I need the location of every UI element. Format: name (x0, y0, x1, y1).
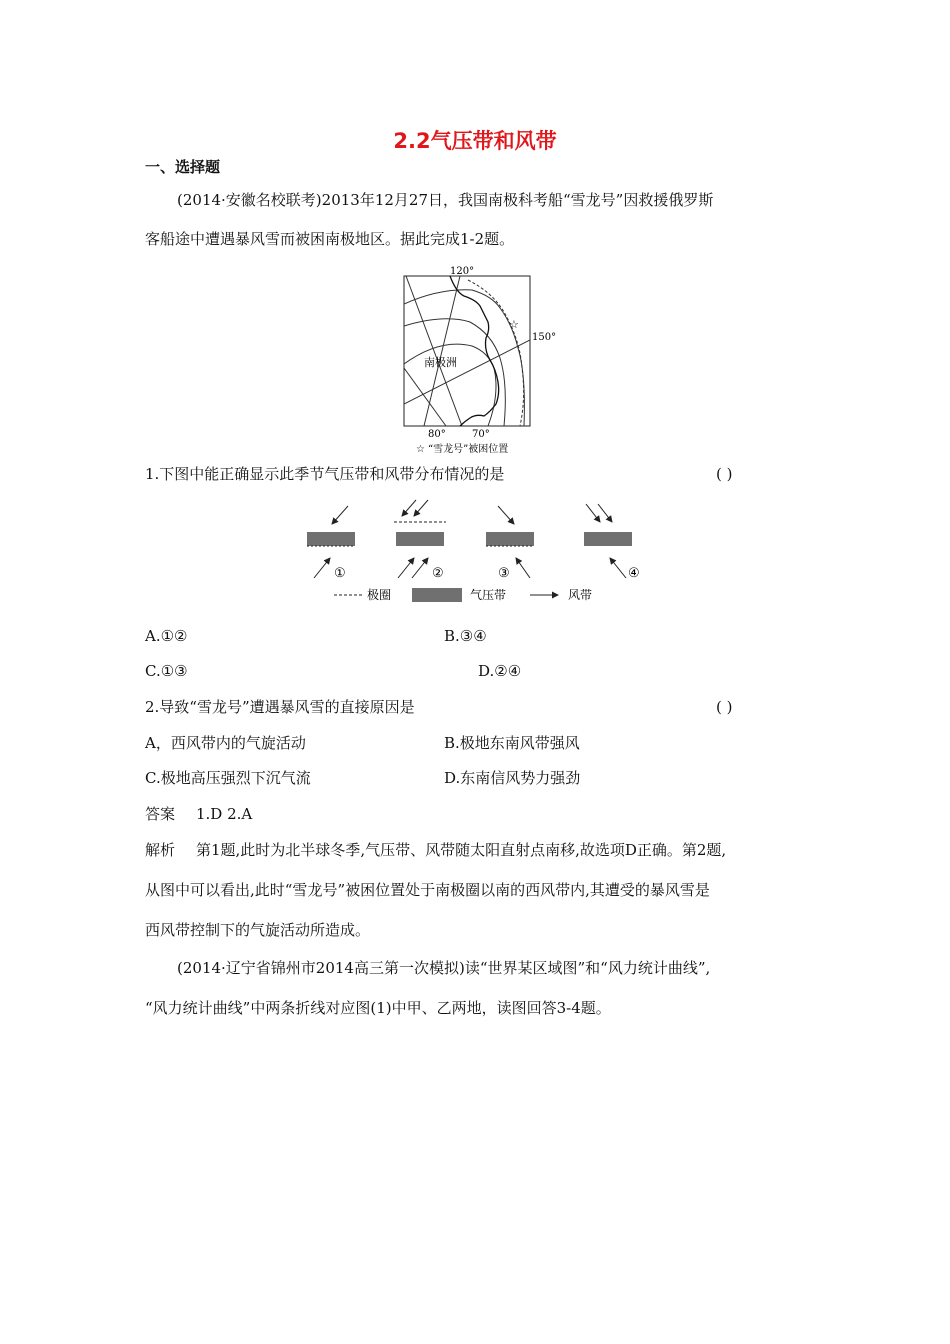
intro-paragraph-1-line-1: (2014·安徽名校联考)2013年12月27日，我国南极科考船“雪龙号”因救援俄罗斯 (177, 191, 714, 209)
answer-text: 1.D 2.A (196, 805, 253, 823)
wind-arrow-3-top (498, 506, 514, 524)
diagram-number-2: ② (432, 566, 444, 581)
wind-arrow-2-bottom-b (412, 558, 428, 578)
legend-wind-belt-label: 风带 (568, 588, 593, 602)
answer-label: 答案 (145, 805, 176, 823)
legend-polar-circle-label: 极圈 (367, 588, 392, 602)
q2-option-a: A，西风带内的气旋活动 (145, 734, 306, 752)
map-frame (404, 276, 530, 426)
q1-option-b: B.③④ (444, 627, 487, 645)
diagram-number-4: ④ (628, 566, 640, 581)
question-2-stem: 2.导致“雪龙号”遭遇暴风雪的直接原因是 (145, 698, 415, 716)
q2-option-c: C.极地高压强烈下沉气流 (145, 769, 311, 787)
intro-paragraph-2-line-2: “风力统计曲线”中两条折线对应图(1)中甲、乙两地，读图回答3-4题。 (145, 999, 611, 1017)
wind-arrow-2-top-a (402, 500, 416, 516)
antarctica-map (380, 262, 560, 456)
diagram-1 (307, 506, 355, 581)
star-icon: ☆ (509, 318, 519, 331)
q1-option-c: C.①③ (145, 662, 188, 680)
analysis-line-3: 西风带控制下的气旋活动所造成。 (145, 921, 371, 939)
caption-star-icon: ☆ (416, 444, 425, 455)
pressure-belt-1 (307, 532, 355, 546)
pressure-belt-2 (396, 532, 444, 546)
diagram-number-1: ① (334, 566, 346, 581)
wind-arrow-4-top-b (598, 504, 612, 522)
lon-label-80: 80° (428, 429, 446, 440)
q2-option-d: D.东南信风势力强劲 (444, 769, 581, 787)
question-1-stem: 1.下图中能正确显示此季节气压带和风带分布情况的是 (145, 465, 505, 483)
map-caption: “雪龙号”被困位置 (428, 444, 509, 455)
q1-option-a: A.①② (145, 627, 188, 645)
pressure-belt-3 (486, 532, 534, 546)
analysis-line-1: 第1题,此时为北半球冬季,气压带、风带随太阳直射点南移,故选项D正确。第2题, (196, 841, 727, 859)
diagram-legend (334, 587, 592, 602)
section-heading: 一、选择题 (145, 158, 221, 176)
intro-paragraph-1-line-2: 客船途中遭遇暴风雪而被困南极地区。据此完成1-2题。 (145, 230, 515, 248)
analysis-line-2: 从图中可以看出,此时“雪龙号”被困位置处于南极圈以南的西风带内,其遭受的暴风雪是 (145, 881, 710, 899)
intro-paragraph-2-line-1: (2014·辽宁省锦州市2014高三第一次模拟)读“世界某区域图”和“风力统计曲线”, (177, 959, 711, 977)
wind-arrow-1-bottom (314, 558, 330, 578)
analysis-label: 解析 (145, 841, 176, 859)
wind-arrow-3-bottom (516, 558, 530, 578)
lon-label-120: 120° (450, 266, 475, 277)
q2-option-b: B.极地东南风带强风 (444, 734, 580, 752)
belt-diagrams (290, 496, 660, 606)
lon-label-70: 70° (472, 429, 490, 440)
wind-arrow-4-bottom (610, 558, 626, 578)
wind-arrow-2-bottom-a (398, 558, 414, 578)
question-1-answer-blank: ( ) (716, 465, 733, 483)
pressure-belt-4 (584, 532, 632, 546)
region-label: 南极洲 (424, 356, 457, 369)
page-title: 2.2气压带和风带 (393, 129, 557, 153)
diagram-2 (394, 500, 446, 581)
diagram-4 (584, 504, 640, 581)
diagram-3 (486, 506, 534, 581)
legend-pressure-belt-swatch (412, 588, 462, 602)
wind-arrow-1-top (332, 506, 348, 524)
question-2-answer-blank: ( ) (716, 698, 733, 716)
legend-pressure-belt-label: 气压带 (470, 588, 507, 602)
wind-arrow-2-top-b (414, 500, 428, 516)
wind-arrow-4-top-a (586, 504, 600, 522)
lon-label-150: 150° (532, 332, 557, 343)
diagram-number-3: ③ (498, 566, 510, 581)
q1-option-d: D.②④ (478, 662, 522, 680)
